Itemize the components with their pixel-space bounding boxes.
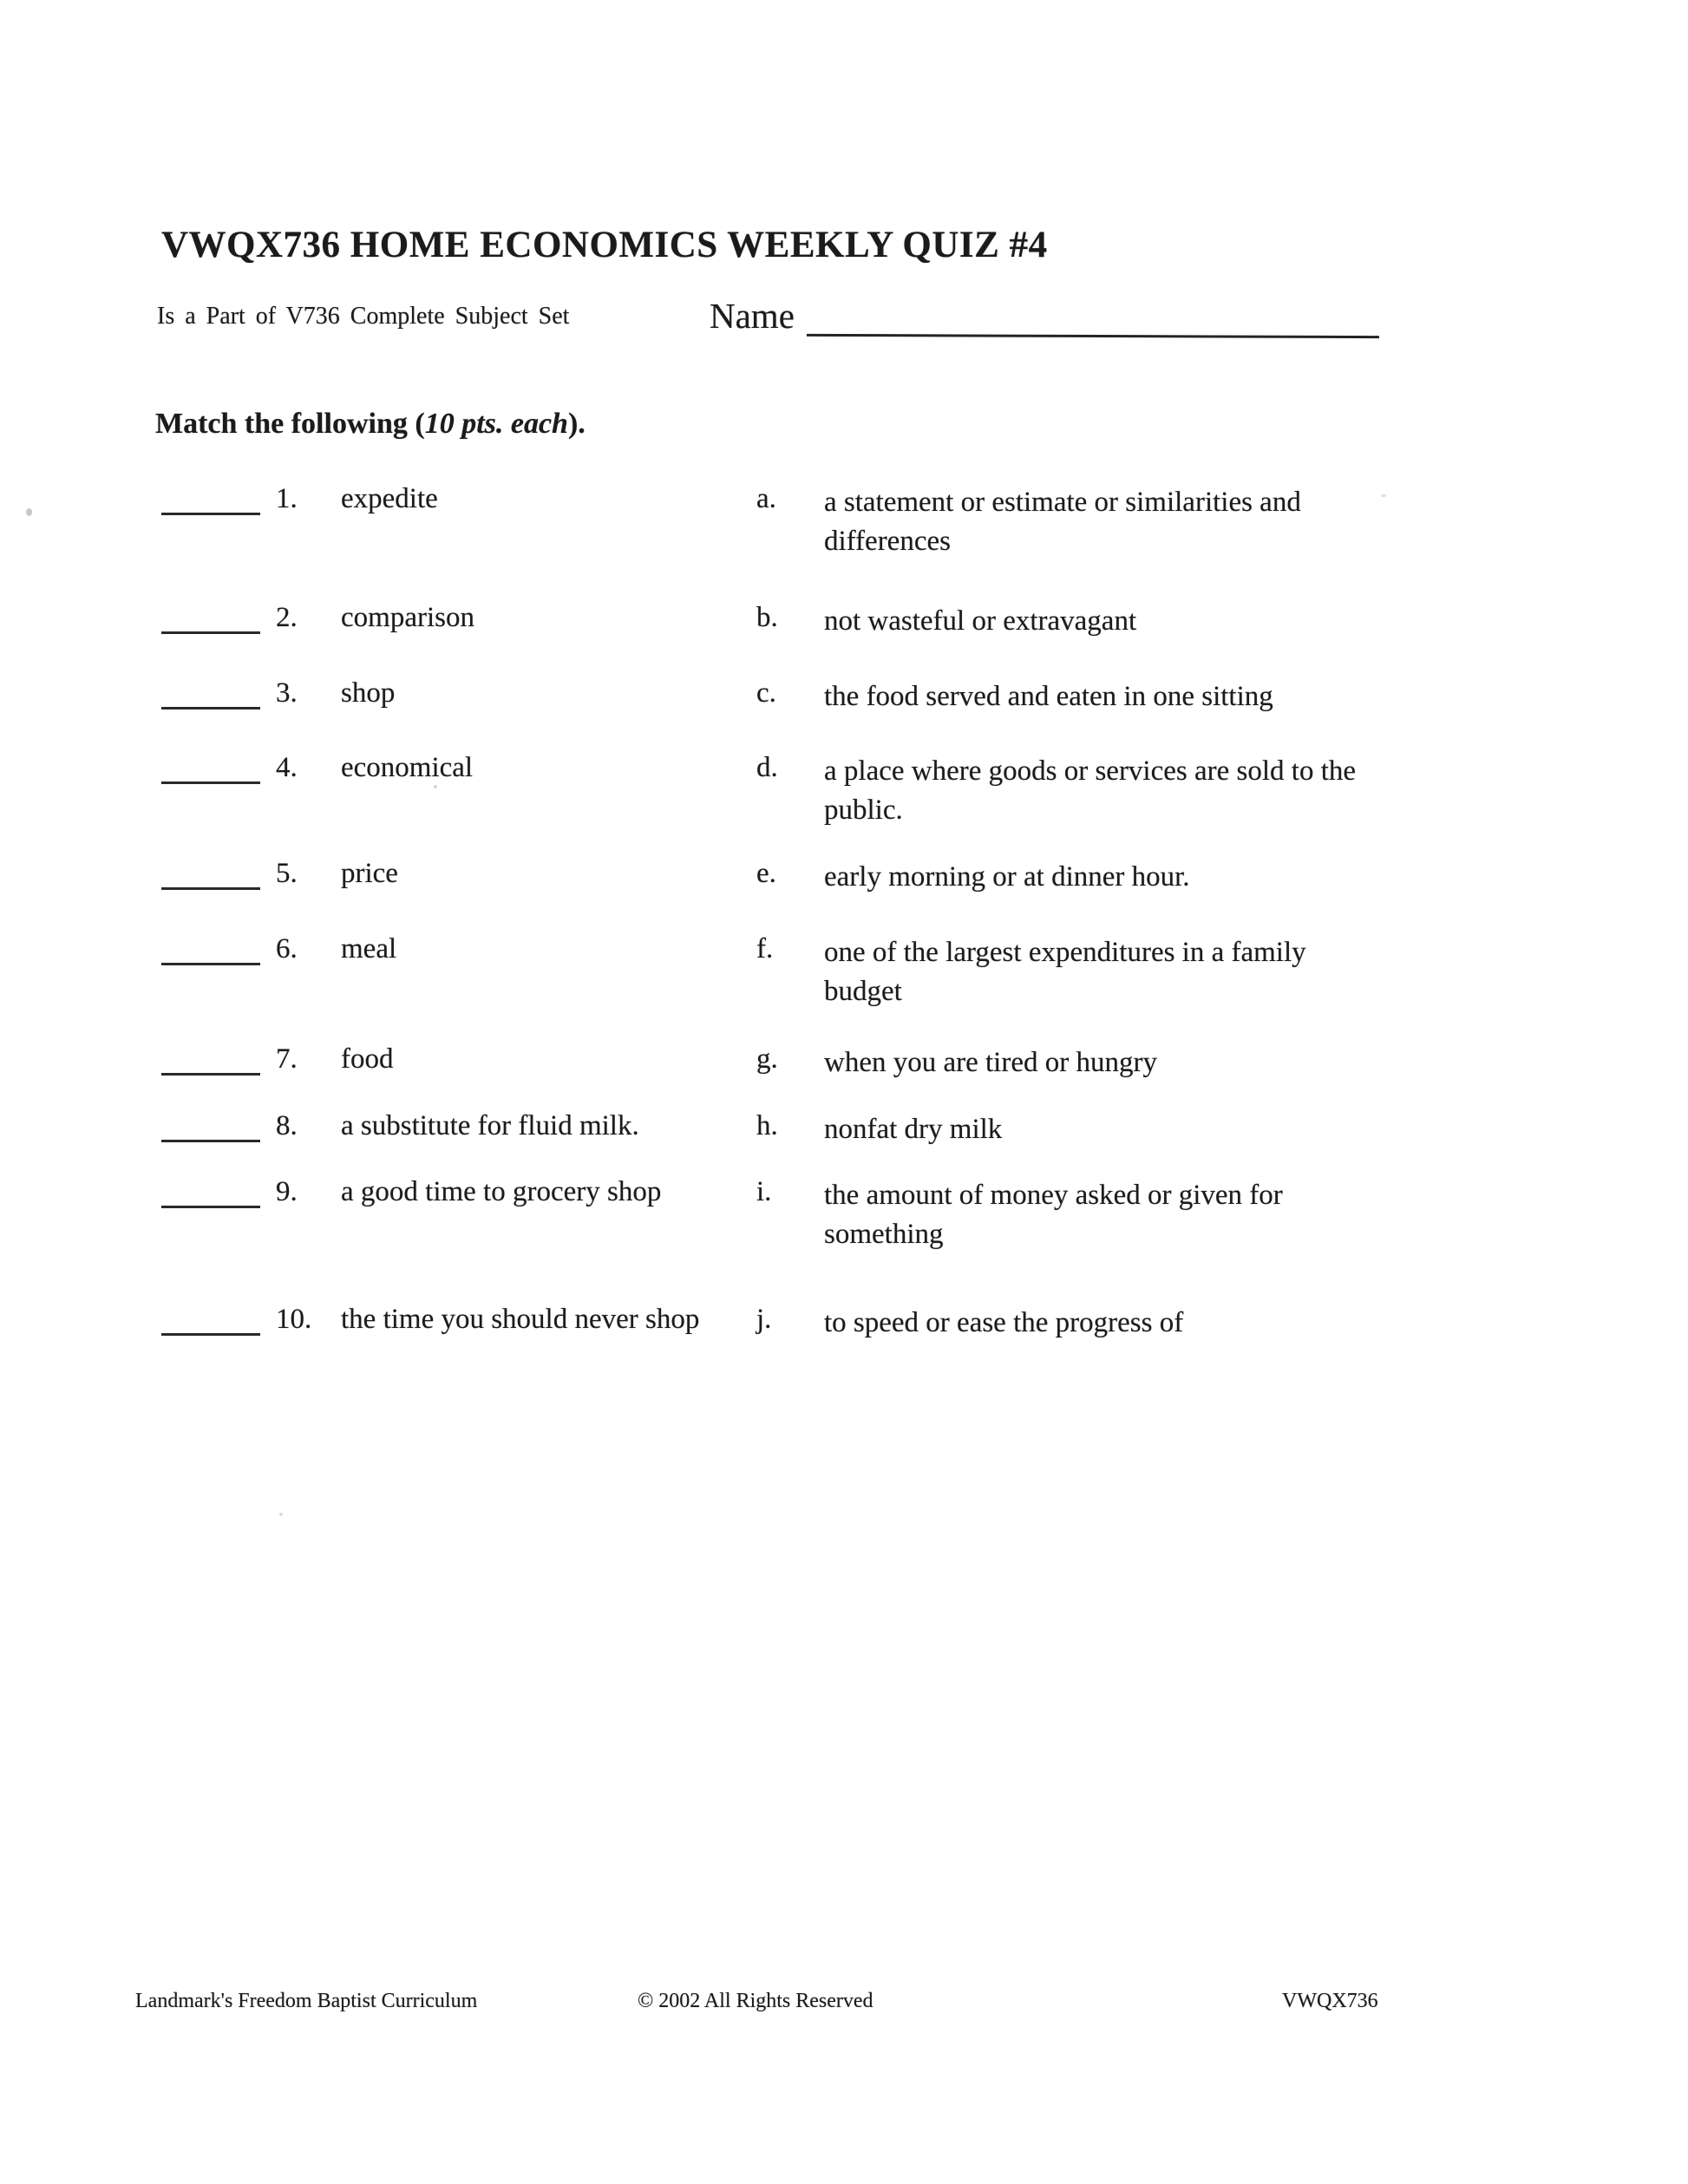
option-text-c: the food served and eaten in one sitting [824, 681, 1273, 712]
answer-blank-7[interactable] [161, 1045, 260, 1076]
item-term-6: meal [341, 933, 397, 964]
option-letter-a: a. [756, 483, 776, 514]
match-instructions [155, 408, 586, 441]
item-term-7: food [341, 1043, 394, 1075]
answer-blank-9[interactable] [161, 1178, 260, 1208]
item-number-9: 9. [276, 1176, 298, 1207]
option-text-i: the amount of money asked or given for something [824, 1180, 1283, 1250]
name-label: Name [710, 296, 795, 336]
item-term-2: comparison [341, 602, 474, 633]
answer-blank-5[interactable] [161, 860, 260, 890]
item-term-8: a substitute for fluid milk. [341, 1110, 639, 1141]
item-number-6: 6. [276, 933, 298, 964]
option-text-f: one of the largest expenditures in a family budget [824, 937, 1306, 1007]
option-text-a: a statement or estimate or similarities and differences [824, 487, 1301, 557]
answer-blank-6[interactable] [161, 935, 260, 965]
item-number-7: 7. [276, 1043, 298, 1075]
option-text-d: a place where goods or services are sold to the public. [824, 755, 1357, 826]
option-text-g: when you are tired or hungry [824, 1047, 1157, 1078]
option-letter-j: j. [756, 1304, 772, 1335]
answer-blank-3[interactable] [161, 679, 260, 709]
answer-blank-4[interactable] [161, 754, 260, 784]
footer-copyright: © 2002 All Rights Reserved [638, 1990, 873, 2012]
option-letter-c: c. [756, 677, 776, 709]
option-letter-e: e. [756, 858, 776, 889]
option-letter-g: g. [756, 1043, 778, 1075]
item-number-2: 2. [276, 602, 298, 633]
item-number-4: 4. [276, 752, 298, 783]
option-letter-b: b. [756, 602, 778, 633]
option-letter-f: f. [756, 933, 774, 964]
option-text-j: to speed or ease the progress of [824, 1307, 1184, 1338]
instructions-suffix: ). [567, 408, 586, 440]
option-letter-h: h. [756, 1110, 778, 1141]
option-text-b: not wasteful or extravagant [824, 605, 1137, 637]
answer-blank-10[interactable] [161, 1305, 260, 1336]
item-term-1: expedite [341, 483, 438, 514]
option-letter-i: i. [756, 1176, 772, 1207]
instructions-prefix: Match the following ( [155, 408, 425, 440]
item-term-3: shop [341, 677, 396, 709]
subtitle: Is a Part of V736 Complete Subject Set [157, 303, 570, 330]
item-term-9: a good time to grocery shop [341, 1176, 662, 1207]
footer-code: VWQX736 [1282, 1990, 1378, 2012]
item-number-5: 5. [276, 858, 298, 889]
option-letter-d: d. [756, 752, 778, 783]
item-number-1: 1. [276, 483, 298, 514]
scan-speck [434, 785, 437, 788]
item-term-10: the time you should never shop [341, 1304, 700, 1335]
name-input-line[interactable] [807, 304, 1379, 338]
scan-speck [279, 1513, 283, 1516]
footer-publisher: Landmark's Freedom Baptist Curriculum [135, 1990, 478, 2012]
scan-speck [26, 508, 32, 516]
item-number-8: 8. [276, 1110, 298, 1141]
answer-blank-1[interactable] [161, 485, 260, 515]
option-text-e: early morning or at dinner hour. [824, 861, 1190, 893]
answer-blank-2[interactable] [161, 604, 260, 634]
item-number-3: 3. [276, 677, 298, 709]
instructions-points: 10 pts. each [424, 408, 568, 440]
item-term-5: price [341, 858, 398, 889]
page-title: VWQX736 HOME ECONOMICS WEEKLY QUIZ #4 [161, 225, 1048, 265]
item-number-10: 10. [276, 1304, 312, 1335]
scan-speck [1381, 494, 1386, 497]
item-term-4: economical [341, 752, 474, 783]
answer-blank-8[interactable] [161, 1112, 260, 1142]
option-text-h: nonfat dry milk [824, 1114, 1003, 1145]
